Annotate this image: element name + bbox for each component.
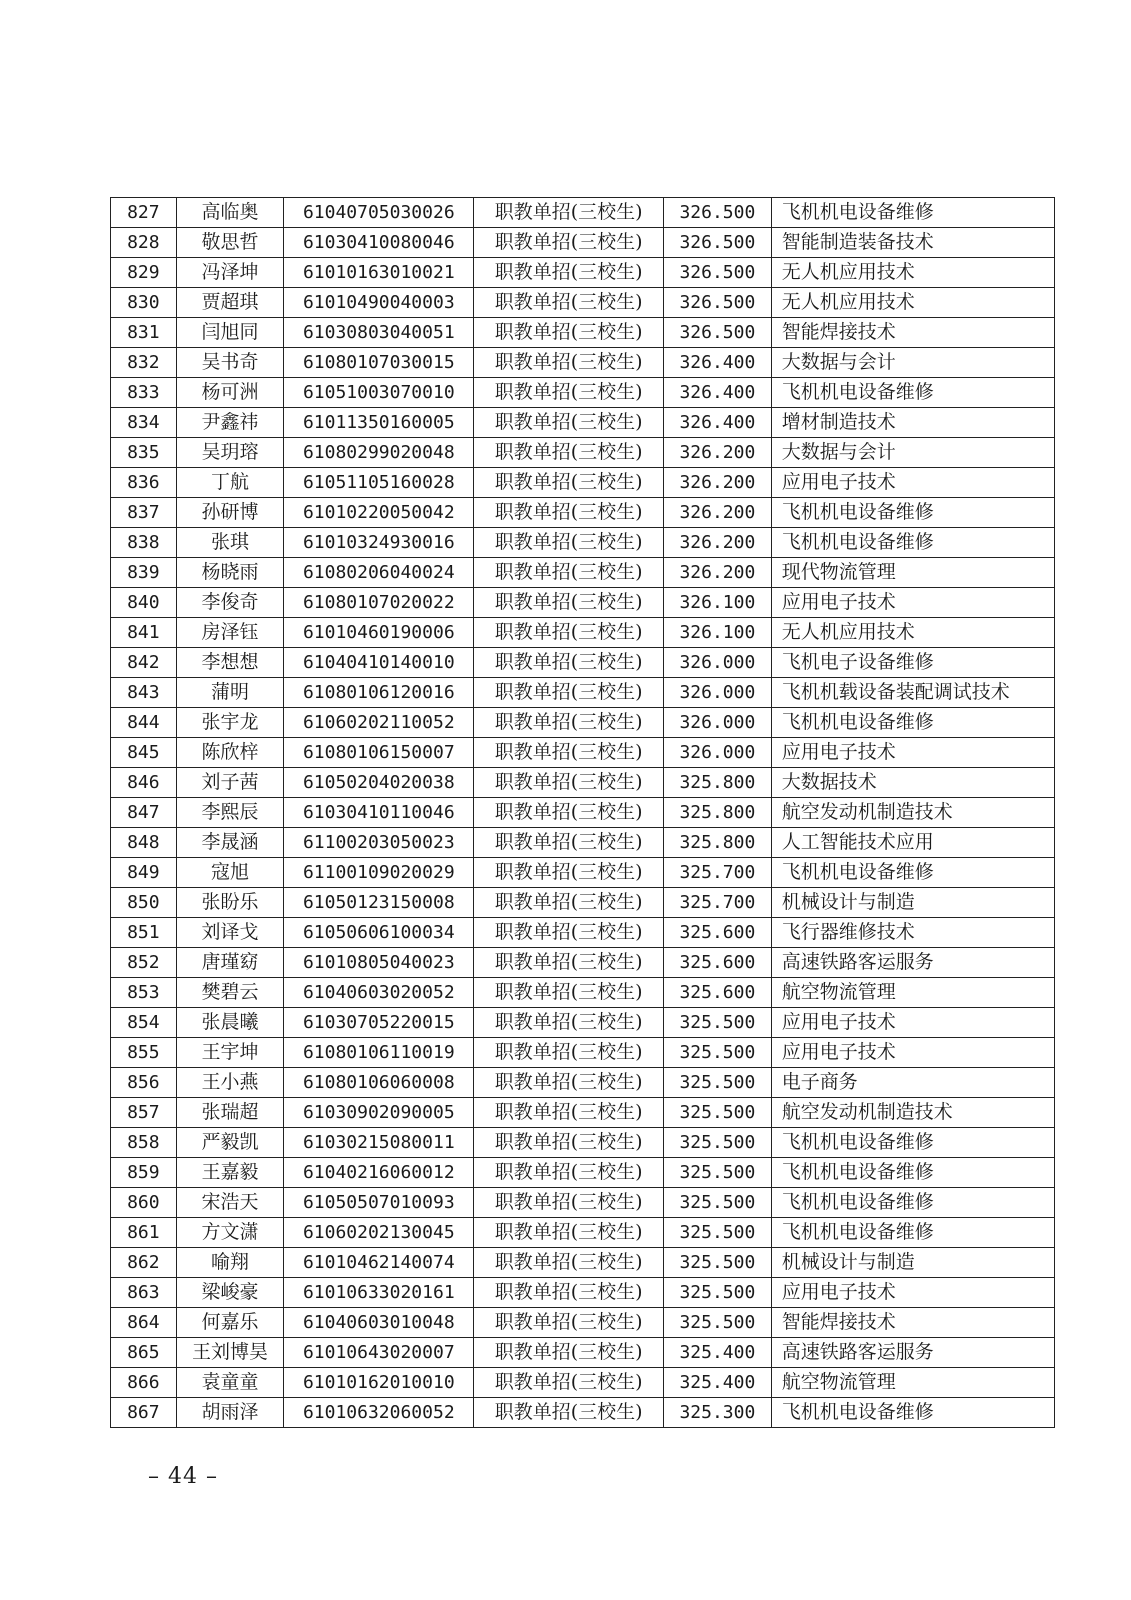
score-cell: 325.800 [664, 768, 772, 798]
candidate-id-cell: 61080106060008 [284, 1068, 474, 1098]
candidate-id-cell: 61030902090005 [284, 1098, 474, 1128]
table-row [111, 258, 1055, 288]
candidate-id-cell: 61050507010093 [284, 1188, 474, 1218]
table-row [111, 1158, 1055, 1188]
major-cell: 无人机应用技术 [771, 258, 1054, 288]
table-row [111, 738, 1055, 768]
score-cell: 326.400 [664, 408, 772, 438]
major-cell: 飞行器维修技术 [771, 918, 1054, 948]
student-name-cell: 吴书奇 [176, 348, 284, 378]
score-cell: 326.400 [664, 378, 772, 408]
table-row [111, 318, 1055, 348]
student-name-cell: 王刘博昊 [176, 1338, 284, 1368]
row-index-cell: 842 [111, 648, 177, 678]
score-cell: 326.500 [664, 318, 772, 348]
table-row [111, 1278, 1055, 1308]
score-cell: 326.000 [664, 678, 772, 708]
row-index-cell: 832 [111, 348, 177, 378]
admission-type-cell: 职教单招(三校生) [474, 468, 664, 498]
results-table [110, 197, 1055, 1428]
table-row [111, 1188, 1055, 1218]
table-row [111, 1368, 1055, 1398]
row-index-cell: 835 [111, 438, 177, 468]
student-name-cell: 张琪 [176, 528, 284, 558]
candidate-id-cell: 61010324930016 [284, 528, 474, 558]
table-row [111, 678, 1055, 708]
student-name-cell: 李俊奇 [176, 588, 284, 618]
student-name-cell: 严毅凯 [176, 1128, 284, 1158]
admission-type-cell: 职教单招(三校生) [474, 498, 664, 528]
major-cell: 现代物流管理 [771, 558, 1054, 588]
table-row [111, 558, 1055, 588]
row-index-cell: 845 [111, 738, 177, 768]
admission-type-cell: 职教单招(三校生) [474, 378, 664, 408]
major-cell: 航空发动机制造技术 [771, 1098, 1054, 1128]
table-row [111, 1218, 1055, 1248]
table-row [111, 1308, 1055, 1338]
score-cell: 325.500 [664, 1308, 772, 1338]
row-index-cell: 831 [111, 318, 177, 348]
candidate-id-cell: 61010220050042 [284, 498, 474, 528]
admission-type-cell: 职教单招(三校生) [474, 558, 664, 588]
admission-type-cell: 职教单招(三校生) [474, 318, 664, 348]
student-name-cell: 李想想 [176, 648, 284, 678]
student-name-cell: 何嘉乐 [176, 1308, 284, 1338]
score-cell: 325.400 [664, 1368, 772, 1398]
score-cell: 326.100 [664, 618, 772, 648]
major-cell: 无人机应用技术 [771, 618, 1054, 648]
admission-type-cell: 职教单招(三校生) [474, 1218, 664, 1248]
score-cell: 326.400 [664, 348, 772, 378]
candidate-id-cell: 61050606100034 [284, 918, 474, 948]
admission-type-cell: 职教单招(三校生) [474, 948, 664, 978]
student-name-cell: 冯泽坤 [176, 258, 284, 288]
student-name-cell: 梁峻豪 [176, 1278, 284, 1308]
score-cell: 325.700 [664, 888, 772, 918]
major-cell: 智能焊接技术 [771, 318, 1054, 348]
score-cell: 325.600 [664, 948, 772, 978]
student-name-cell: 尹鑫祎 [176, 408, 284, 438]
candidate-id-cell: 61010490040003 [284, 288, 474, 318]
student-name-cell: 高临奥 [176, 198, 284, 228]
row-index-cell: 860 [111, 1188, 177, 1218]
admission-type-cell: 职教单招(三校生) [474, 618, 664, 648]
score-cell: 325.400 [664, 1338, 772, 1368]
major-cell: 飞机机电设备维修 [771, 1188, 1054, 1218]
score-cell: 326.000 [664, 738, 772, 768]
candidate-id-cell: 61010460190006 [284, 618, 474, 648]
row-index-cell: 856 [111, 1068, 177, 1098]
score-cell: 325.500 [664, 1248, 772, 1278]
candidate-id-cell: 61010632060052 [284, 1398, 474, 1428]
candidate-id-cell: 61011350160005 [284, 408, 474, 438]
score-cell: 325.500 [664, 1038, 772, 1068]
admission-type-cell: 职教单招(三校生) [474, 588, 664, 618]
score-cell: 325.300 [664, 1398, 772, 1428]
admission-type-cell: 职教单招(三校生) [474, 1098, 664, 1128]
table-row [111, 948, 1055, 978]
row-index-cell: 850 [111, 888, 177, 918]
admission-type-cell: 职教单招(三校生) [474, 1368, 664, 1398]
row-index-cell: 864 [111, 1308, 177, 1338]
admission-type-cell: 职教单招(三校生) [474, 438, 664, 468]
admission-type-cell: 职教单招(三校生) [474, 798, 664, 828]
admission-type-cell: 职教单招(三校生) [474, 678, 664, 708]
admission-type-cell: 职教单招(三校生) [474, 1188, 664, 1218]
major-cell: 大数据与会计 [771, 438, 1054, 468]
candidate-id-cell: 61040410140010 [284, 648, 474, 678]
candidate-id-cell: 61080107030015 [284, 348, 474, 378]
row-index-cell: 834 [111, 408, 177, 438]
row-index-cell: 830 [111, 288, 177, 318]
table-row [111, 1248, 1055, 1278]
table-row [111, 768, 1055, 798]
student-name-cell: 王小燕 [176, 1068, 284, 1098]
admission-type-cell: 职教单招(三校生) [474, 198, 664, 228]
score-cell: 326.500 [664, 228, 772, 258]
candidate-id-cell: 61060202130045 [284, 1218, 474, 1248]
major-cell: 高速铁路客运服务 [771, 1338, 1054, 1368]
major-cell: 电子商务 [771, 1068, 1054, 1098]
score-cell: 326.200 [664, 558, 772, 588]
candidate-id-cell: 61100109020029 [284, 858, 474, 888]
table-row [111, 978, 1055, 1008]
major-cell: 航空物流管理 [771, 1368, 1054, 1398]
major-cell: 飞机机电设备维修 [771, 528, 1054, 558]
major-cell: 飞机机电设备维修 [771, 1128, 1054, 1158]
page-number: – 44 – [148, 1464, 218, 1489]
candidate-id-cell: 61051003070010 [284, 378, 474, 408]
score-cell: 325.500 [664, 1128, 772, 1158]
table-row [111, 618, 1055, 648]
candidate-id-cell: 61051105160028 [284, 468, 474, 498]
major-cell: 飞机机电设备维修 [771, 708, 1054, 738]
major-cell: 应用电子技术 [771, 1278, 1054, 1308]
student-name-cell: 陈欣梓 [176, 738, 284, 768]
major-cell: 飞机机电设备维修 [771, 1158, 1054, 1188]
candidate-id-cell: 61080206040024 [284, 558, 474, 588]
score-cell: 326.200 [664, 528, 772, 558]
table-row [111, 1068, 1055, 1098]
major-cell: 飞机机电设备维修 [771, 858, 1054, 888]
table-row [111, 288, 1055, 318]
score-cell: 326.200 [664, 498, 772, 528]
row-index-cell: 829 [111, 258, 177, 288]
candidate-id-cell: 61050204020038 [284, 768, 474, 798]
student-name-cell: 李熙辰 [176, 798, 284, 828]
major-cell: 智能制造装备技术 [771, 228, 1054, 258]
row-index-cell: 838 [111, 528, 177, 558]
row-index-cell: 837 [111, 498, 177, 528]
admission-type-cell: 职教单招(三校生) [474, 768, 664, 798]
admission-type-cell: 职教单招(三校生) [474, 258, 664, 288]
row-index-cell: 840 [111, 588, 177, 618]
student-name-cell: 张瑞超 [176, 1098, 284, 1128]
row-index-cell: 844 [111, 708, 177, 738]
major-cell: 飞机机电设备维修 [771, 498, 1054, 528]
table-row [111, 1098, 1055, 1128]
major-cell: 大数据与会计 [771, 348, 1054, 378]
admission-type-cell: 职教单招(三校生) [474, 228, 664, 258]
student-name-cell: 唐瑾窈 [176, 948, 284, 978]
table-row [111, 858, 1055, 888]
row-index-cell: 847 [111, 798, 177, 828]
candidate-id-cell: 61030705220015 [284, 1008, 474, 1038]
row-index-cell: 849 [111, 858, 177, 888]
row-index-cell: 865 [111, 1338, 177, 1368]
row-index-cell: 861 [111, 1218, 177, 1248]
student-name-cell: 樊碧云 [176, 978, 284, 1008]
major-cell: 应用电子技术 [771, 1038, 1054, 1068]
row-index-cell: 827 [111, 198, 177, 228]
candidate-id-cell: 61030410080046 [284, 228, 474, 258]
candidate-id-cell: 61080106150007 [284, 738, 474, 768]
score-cell: 326.100 [664, 588, 772, 618]
row-index-cell: 866 [111, 1368, 177, 1398]
row-index-cell: 855 [111, 1038, 177, 1068]
admission-type-cell: 职教单招(三校生) [474, 408, 664, 438]
admission-type-cell: 职教单招(三校生) [474, 1158, 664, 1188]
table-row [111, 228, 1055, 258]
candidate-id-cell: 61080106110019 [284, 1038, 474, 1068]
row-index-cell: 851 [111, 918, 177, 948]
major-cell: 高速铁路客运服务 [771, 948, 1054, 978]
student-name-cell: 蒲明 [176, 678, 284, 708]
table-row [111, 1008, 1055, 1038]
student-name-cell: 杨可洲 [176, 378, 284, 408]
candidate-id-cell: 61080106120016 [284, 678, 474, 708]
student-name-cell: 孙研博 [176, 498, 284, 528]
score-cell: 325.600 [664, 918, 772, 948]
candidate-id-cell: 61040216060012 [284, 1158, 474, 1188]
candidate-id-cell: 61040705030026 [284, 198, 474, 228]
table-row [111, 588, 1055, 618]
major-cell: 增材制造技术 [771, 408, 1054, 438]
admission-type-cell: 职教单招(三校生) [474, 528, 664, 558]
student-name-cell: 胡雨泽 [176, 1398, 284, 1428]
table-row [111, 918, 1055, 948]
candidate-id-cell: 61080107020022 [284, 588, 474, 618]
student-name-cell: 贾超琪 [176, 288, 284, 318]
table-row [111, 438, 1055, 468]
major-cell: 飞机机电设备维修 [771, 198, 1054, 228]
student-name-cell: 闫旭同 [176, 318, 284, 348]
score-cell: 325.500 [664, 1158, 772, 1188]
major-cell: 无人机应用技术 [771, 288, 1054, 318]
admission-type-cell: 职教单招(三校生) [474, 1038, 664, 1068]
admission-type-cell: 职教单招(三校生) [474, 1008, 664, 1038]
table-row [111, 468, 1055, 498]
score-cell: 325.500 [664, 1008, 772, 1038]
major-cell: 飞机机电设备维修 [771, 1218, 1054, 1248]
admission-type-cell: 职教单招(三校生) [474, 858, 664, 888]
admission-type-cell: 职教单招(三校生) [474, 738, 664, 768]
admission-type-cell: 职教单招(三校生) [474, 648, 664, 678]
score-cell: 326.200 [664, 438, 772, 468]
student-name-cell: 张晨曦 [176, 1008, 284, 1038]
student-name-cell: 敬思哲 [176, 228, 284, 258]
student-name-cell: 刘子茜 [176, 768, 284, 798]
admission-type-cell: 职教单招(三校生) [474, 348, 664, 378]
table-row [111, 1398, 1055, 1428]
table-row [111, 378, 1055, 408]
table-row [111, 798, 1055, 828]
student-name-cell: 方文潇 [176, 1218, 284, 1248]
candidate-id-cell: 61010805040023 [284, 948, 474, 978]
row-index-cell: 836 [111, 468, 177, 498]
row-index-cell: 833 [111, 378, 177, 408]
student-name-cell: 宋浩天 [176, 1188, 284, 1218]
admission-type-cell: 职教单招(三校生) [474, 918, 664, 948]
admission-type-cell: 职教单招(三校生) [474, 828, 664, 858]
results-body [111, 198, 1055, 1428]
candidate-id-cell: 61010462140074 [284, 1248, 474, 1278]
score-cell: 325.700 [664, 858, 772, 888]
row-index-cell: 841 [111, 618, 177, 648]
major-cell: 应用电子技术 [771, 468, 1054, 498]
admission-type-cell: 职教单招(三校生) [474, 708, 664, 738]
table-row [111, 828, 1055, 858]
score-cell: 326.500 [664, 198, 772, 228]
student-name-cell: 李晟涵 [176, 828, 284, 858]
row-index-cell: 852 [111, 948, 177, 978]
candidate-id-cell: 61100203050023 [284, 828, 474, 858]
candidate-id-cell: 61030803040051 [284, 318, 474, 348]
admission-type-cell: 职教单招(三校生) [474, 888, 664, 918]
score-cell: 326.000 [664, 648, 772, 678]
row-index-cell: 862 [111, 1248, 177, 1278]
table-row [111, 1038, 1055, 1068]
major-cell: 飞机机电设备维修 [771, 1398, 1054, 1428]
row-index-cell: 858 [111, 1128, 177, 1158]
candidate-id-cell: 61030215080011 [284, 1128, 474, 1158]
score-cell: 326.200 [664, 468, 772, 498]
score-cell: 326.500 [664, 258, 772, 288]
candidate-id-cell: 61040603010048 [284, 1308, 474, 1338]
candidate-id-cell: 61050123150008 [284, 888, 474, 918]
row-index-cell: 859 [111, 1158, 177, 1188]
table-row [111, 1128, 1055, 1158]
major-cell: 飞机电子设备维修 [771, 648, 1054, 678]
admission-type-cell: 职教单招(三校生) [474, 288, 664, 318]
admission-type-cell: 职教单招(三校生) [474, 1248, 664, 1278]
score-cell: 325.500 [664, 1218, 772, 1248]
row-index-cell: 863 [111, 1278, 177, 1308]
candidate-id-cell: 61010162010010 [284, 1368, 474, 1398]
student-name-cell: 房泽钰 [176, 618, 284, 648]
table-row [111, 708, 1055, 738]
score-cell: 326.500 [664, 288, 772, 318]
row-index-cell: 848 [111, 828, 177, 858]
major-cell: 航空发动机制造技术 [771, 798, 1054, 828]
table-row [111, 1338, 1055, 1368]
student-name-cell: 丁航 [176, 468, 284, 498]
score-cell: 326.000 [664, 708, 772, 738]
student-name-cell: 张宇龙 [176, 708, 284, 738]
table-row [111, 498, 1055, 528]
candidate-id-cell: 61010633020161 [284, 1278, 474, 1308]
major-cell: 人工智能技术应用 [771, 828, 1054, 858]
score-cell: 325.500 [664, 1098, 772, 1128]
candidate-id-cell: 61080299020048 [284, 438, 474, 468]
admission-type-cell: 职教单招(三校生) [474, 1308, 664, 1338]
student-name-cell: 杨晓雨 [176, 558, 284, 588]
table-row [111, 348, 1055, 378]
row-index-cell: 857 [111, 1098, 177, 1128]
row-index-cell: 853 [111, 978, 177, 1008]
candidate-id-cell: 61010643020007 [284, 1338, 474, 1368]
major-cell: 机械设计与制造 [771, 1248, 1054, 1278]
student-name-cell: 寇旭 [176, 858, 284, 888]
major-cell: 大数据技术 [771, 768, 1054, 798]
admission-type-cell: 职教单招(三校生) [474, 1278, 664, 1308]
row-index-cell: 843 [111, 678, 177, 708]
admission-type-cell: 职教单招(三校生) [474, 978, 664, 1008]
major-cell: 飞机机载设备装配调试技术 [771, 678, 1054, 708]
major-cell: 应用电子技术 [771, 1008, 1054, 1038]
student-name-cell: 喻翔 [176, 1248, 284, 1278]
candidate-id-cell: 61030410110046 [284, 798, 474, 828]
major-cell: 机械设计与制造 [771, 888, 1054, 918]
row-index-cell: 846 [111, 768, 177, 798]
score-cell: 325.800 [664, 798, 772, 828]
student-name-cell: 袁童童 [176, 1368, 284, 1398]
score-cell: 325.500 [664, 1068, 772, 1098]
row-index-cell: 828 [111, 228, 177, 258]
row-index-cell: 854 [111, 1008, 177, 1038]
score-cell: 325.600 [664, 978, 772, 1008]
row-index-cell: 867 [111, 1398, 177, 1428]
candidate-id-cell: 61040603020052 [284, 978, 474, 1008]
admission-type-cell: 职教单招(三校生) [474, 1398, 664, 1428]
admission-type-cell: 职教单招(三校生) [474, 1068, 664, 1098]
candidate-id-cell: 61010163010021 [284, 258, 474, 288]
table-row [111, 528, 1055, 558]
major-cell: 应用电子技术 [771, 738, 1054, 768]
admission-type-cell: 职教单招(三校生) [474, 1128, 664, 1158]
score-cell: 325.500 [664, 1278, 772, 1308]
table-row [111, 888, 1055, 918]
major-cell: 飞机机电设备维修 [771, 378, 1054, 408]
table-row [111, 648, 1055, 678]
major-cell: 智能焊接技术 [771, 1308, 1054, 1338]
student-name-cell: 刘译戈 [176, 918, 284, 948]
major-cell: 航空物流管理 [771, 978, 1054, 1008]
score-cell: 325.800 [664, 828, 772, 858]
row-index-cell: 839 [111, 558, 177, 588]
table-row [111, 408, 1055, 438]
student-name-cell: 王嘉毅 [176, 1158, 284, 1188]
student-name-cell: 王宇坤 [176, 1038, 284, 1068]
admission-type-cell: 职教单招(三校生) [474, 1338, 664, 1368]
student-name-cell: 吴玥瑢 [176, 438, 284, 468]
candidate-id-cell: 61060202110052 [284, 708, 474, 738]
student-name-cell: 张盼乐 [176, 888, 284, 918]
score-cell: 325.500 [664, 1188, 772, 1218]
table-row [111, 198, 1055, 228]
major-cell: 应用电子技术 [771, 588, 1054, 618]
